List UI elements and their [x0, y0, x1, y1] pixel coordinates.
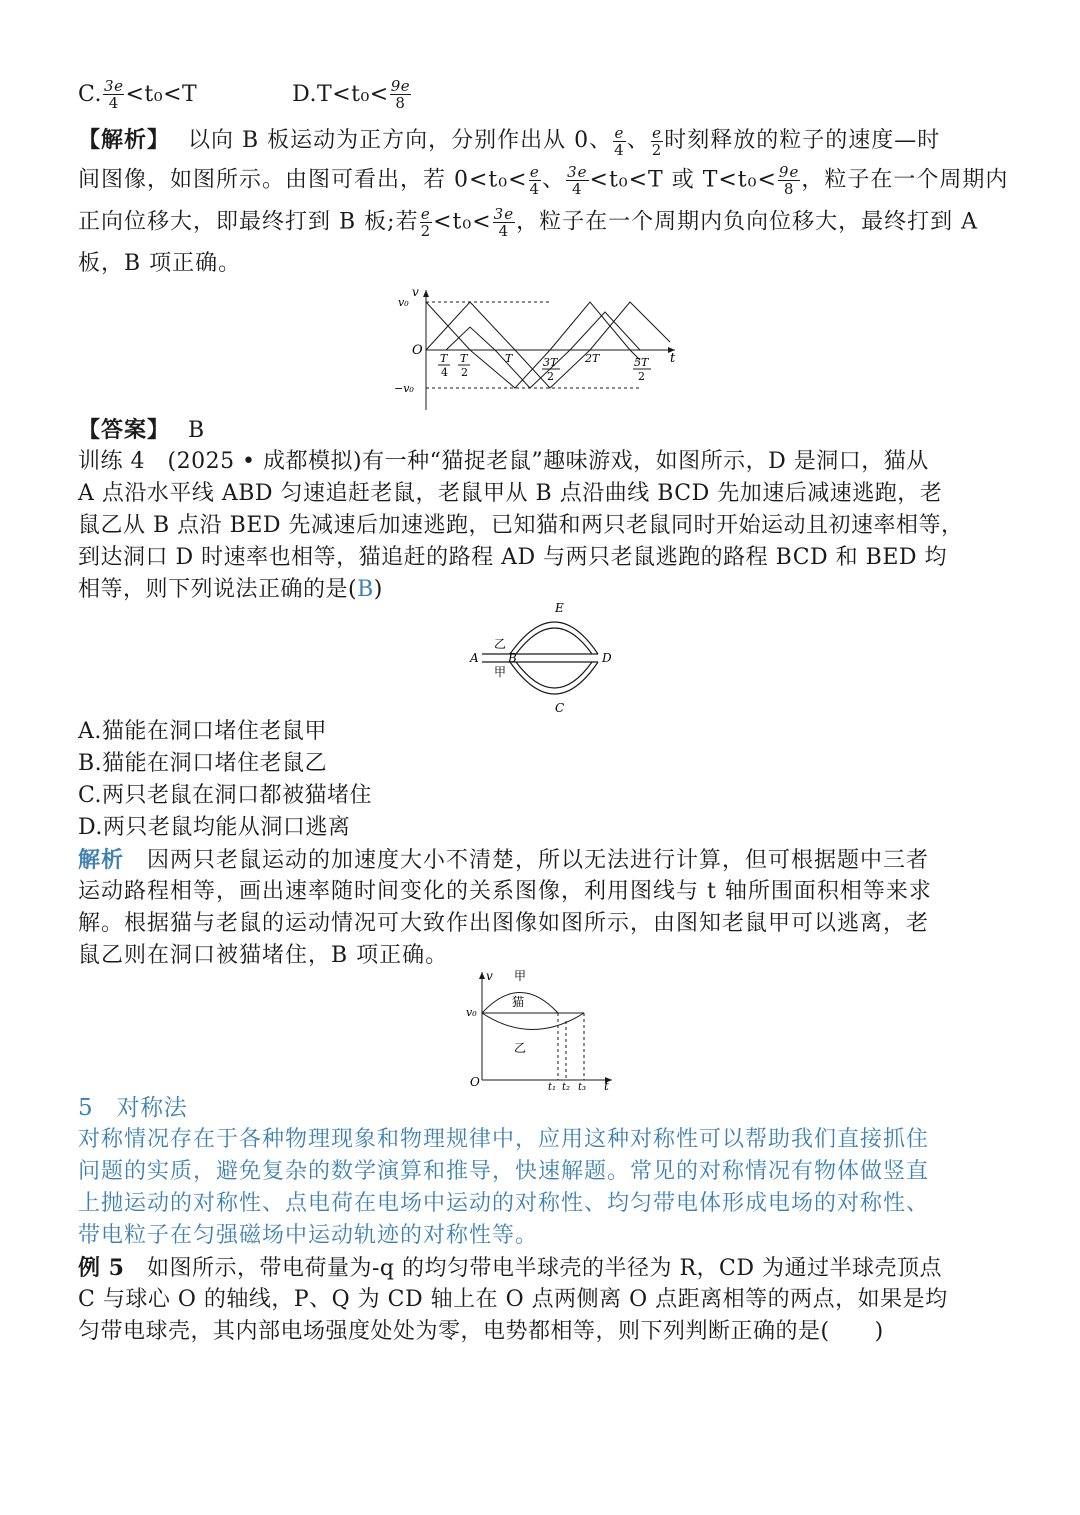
label-B: B — [508, 651, 517, 665]
frac-9e-8: $\frac{9e}{8}$ — [390, 77, 411, 112]
label-mao: 猫 — [512, 995, 525, 1009]
section5-title: 5 对称法 — [78, 1095, 188, 1121]
label-neg-v0: −v₀ — [394, 382, 414, 395]
rate-time-figure — [462, 966, 622, 1090]
label-t2: t₂ — [562, 1082, 571, 1090]
label-origin: O — [412, 343, 423, 358]
choice-c: C.两只老鼠在洞口都被猫堵住 — [78, 783, 373, 808]
svg-text:2: 2 — [638, 370, 645, 383]
label-A: A — [470, 651, 479, 665]
options-row — [78, 78, 1008, 122]
label-v0: v₀ — [398, 296, 409, 309]
answer-value: B — [188, 418, 206, 443]
svg-text:2: 2 — [461, 366, 468, 379]
option-d: D.T<t₀< $\frac{9e}{8}$ — [292, 77, 411, 112]
example5-label: 例 5 — [78, 1255, 125, 1281]
label-v: v — [486, 969, 493, 983]
choice-a: A.猫能在洞口堵住老鼠甲 — [78, 719, 327, 744]
velocity-time-figure — [390, 282, 690, 412]
train4-line5: 相等，则下列说法正确的是(B) — [78, 577, 383, 602]
label-jia: 甲 — [514, 969, 527, 983]
label-origin: O — [470, 1075, 480, 1089]
svg-text:3T: 3T — [543, 356, 558, 369]
option-c: C. $\frac{3e}{4}$ <t₀<T — [78, 77, 198, 112]
example5-line2: C 与球心 O 的轴线，P、Q 为 CD 轴上在 O 点两侧离 O 点距离相等的两点，如果是均 — [78, 1287, 948, 1312]
label-v0: v₀ — [466, 1006, 477, 1019]
label-D: D — [602, 651, 612, 665]
example5-line1: 例 5 如图所示，带电荷量为-q 的均匀带电半球壳的半径为 R，CD 为通过半球壳顶点 — [78, 1255, 943, 1281]
analysis1-line2: 间图像，如图所示。由图可看出，若 0<t₀< $\frac{e}{4}$ 、 $\frac{3e}{4}$ <t₀<T 或 T<t₀< $\frac{9e}{8}$ ，粒子在一个周期内 — [78, 163, 1009, 198]
label-yi: 乙 — [494, 637, 507, 651]
svg-text:T: T — [440, 352, 448, 365]
analysis1-line3: 正向位移大，即最终打到 B 板;若 $\frac{e}{2}$ <t₀< $\frac{3e}{4}$ ，粒子在一个周期内负向位移大，最终打到 A — [78, 205, 978, 240]
label-C: C — [555, 701, 565, 715]
section5-p1: 对称情况存在于各种物理现象和物理规律中，应用这种对称性可以帮助我们直接抓住 — [78, 1127, 930, 1152]
analysis1-line4: 板，B 项正确。 — [78, 251, 242, 276]
label-jia: 甲 — [494, 665, 507, 679]
analysis-label: 【解析】 — [78, 127, 171, 153]
curve-yi — [482, 1013, 584, 1030]
frac-3e-4: $\frac{3e}{4}$ — [104, 77, 124, 112]
analysis2-line3: 解。根据猫与老鼠的运动情况可大致作出图像如图所示，由图知老鼠甲可以逃离，老 — [78, 911, 930, 936]
section5-p3: 上抛运动的对称性、点电荷在电场中运动的对称性、均匀带电体形成电场的对称性、 — [78, 1191, 930, 1216]
answer-line: 【答案】 B — [78, 417, 206, 443]
label-E: E — [555, 601, 564, 615]
train4-line4: 到达洞口 D 时速率也相等，猫追赶的路程 AD 与两只老鼠逃跑的路程 BCD 和 BED 均 — [78, 545, 948, 570]
svg-text:4: 4 — [441, 366, 448, 379]
analysis1-line1: 【解析】 以向 B 板运动为正方向，分别作出从 0、 $\frac{e}{4}$ 、 $\frac{e}{2}$ 时刻释放的粒子的速度—时 — [78, 123, 941, 159]
analysis2-line2: 运动路程相等，画出速率随时间变化的关系图像，利用图线与 t 轴所围面积相等来求 — [78, 879, 932, 904]
svg-text:5T: 5T — [634, 356, 649, 369]
svg-text:2T: 2T — [585, 352, 600, 365]
svg-text:T: T — [460, 352, 468, 365]
label-v: v — [412, 285, 419, 299]
analysis2-line1: 解析 因两只老鼠运动的加速度大小不清楚，所以无法进行计算，但可根据题中三者 — [78, 847, 930, 873]
label-t: t — [670, 351, 676, 366]
train4-line3: 鼠乙从 B 点沿 BED 先减速后加速逃跑，已知猫和两只老鼠同时开始运动且初速率相等， — [78, 513, 964, 538]
example5-line3: 匀带电球壳，其内部电场强度处处为零，电势都相等，则下列判断正确的是( ) — [78, 1319, 884, 1344]
label-t3: t₃ — [578, 1082, 587, 1090]
svg-text:T: T — [505, 352, 513, 365]
label-t: t — [604, 1079, 609, 1090]
label-t1: t₁ — [548, 1082, 557, 1090]
train4-answer: B — [357, 577, 374, 602]
train4-line2: A 点沿水平线 ABD 匀速追赶老鼠，老鼠甲从 B 点沿曲线 BCD 先加速后减速逃跑，老 — [78, 481, 943, 506]
svg-text:2: 2 — [547, 370, 554, 383]
cat-mouse-figure — [460, 600, 620, 718]
analysis2-label: 解析 — [78, 847, 125, 873]
analysis2-line4: 鼠乙则在洞口被猫堵住，B 项正确。 — [78, 943, 449, 968]
choice-b: B.猫能在洞口堵住老鼠乙 — [78, 751, 328, 776]
label-yi: 乙 — [514, 1041, 527, 1055]
choice-d: D.两只老鼠均能从洞口逃离 — [78, 815, 351, 840]
section5-p2: 问题的实质，避免复杂的数学演算和推导，快速解题。常见的对称情况有物体做竖直 — [78, 1159, 930, 1184]
train4-line1: 训练 4 (2025 • 成都模拟)有一种“猫捉老鼠”趣味游戏，如图所示，D 是洞口，猫从 — [78, 449, 929, 474]
section5-p4: 带电粒子在匀强磁场中运动轨迹的对称性等。 — [78, 1223, 539, 1248]
